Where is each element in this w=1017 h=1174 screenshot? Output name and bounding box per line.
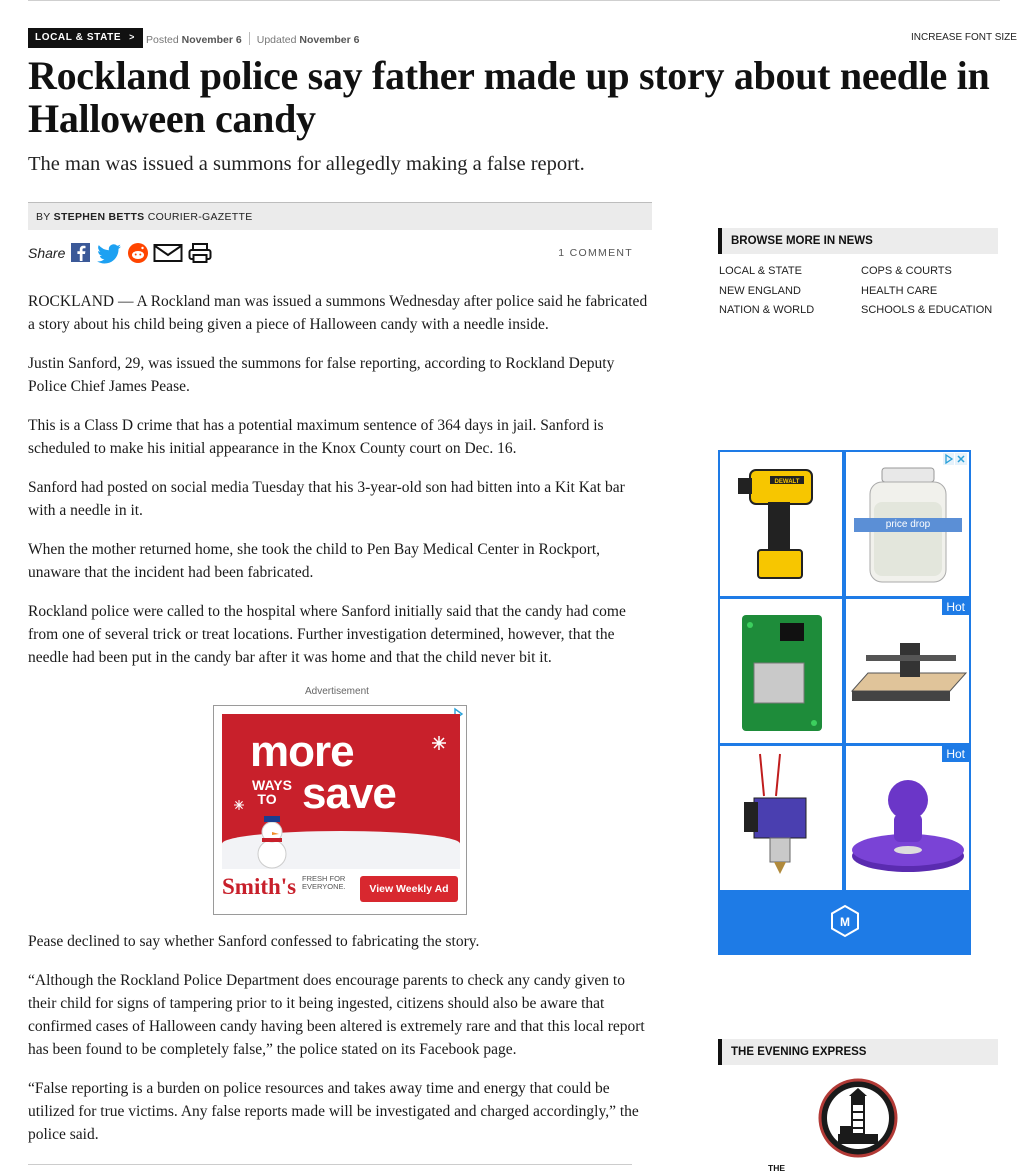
article-paragraph: ROCKLAND — A Rockland man was issued a summons Wednesday after police said he fabricated a story about his child being given a piece of Halloween candy with a needle inside. — [28, 293, 648, 333]
byline-outlet: COURIER-GAZETTE — [147, 211, 253, 223]
snowflake-icon — [234, 800, 244, 810]
comments-link[interactable]: 1 COMMENT — [558, 247, 633, 259]
share-label: Share — [28, 245, 66, 261]
cnc-machine-image — [846, 599, 969, 743]
article-paragraph: Justin Sanford, 29, was issued the summons for false reporting, according to Rockland Deputy Police Chief James Pease. — [28, 355, 615, 395]
byline — [28, 202, 652, 230]
product-tile-circuit-board[interactable] — [720, 599, 842, 743]
reddit-icon[interactable] — [127, 242, 149, 264]
product-tile-powder-jar[interactable] — [846, 452, 969, 596]
ad-network-letter: M — [840, 915, 850, 929]
article-paragraph: “False reporting is a burden on police resources and takes away time and energy that could be utilized for true victims. Any false reports made will be investigated and charged accordingly,” the police said. — [28, 1080, 639, 1143]
posted-date: November 6 — [181, 34, 242, 46]
evening-express-the: THE — [768, 1163, 785, 1173]
section-label[interactable]: LOCAL & STATE — [35, 32, 122, 43]
snowman-icon — [252, 810, 292, 870]
ad-headline-top: more — [250, 727, 354, 776]
page-title: Rockland police say father made up story about needle in Halloween candy — [28, 53, 990, 141]
ad-network-logo-icon[interactable] — [828, 904, 862, 938]
inline-advertisement[interactable] — [213, 705, 467, 915]
email-icon[interactable] — [153, 242, 183, 264]
news-link-nation-world[interactable]: NATION & WORLD — [719, 304, 815, 316]
ad-headline-bottom: save — [302, 769, 396, 818]
article-subhead: The man was issued a summons for allegedly making a false report. — [28, 153, 585, 175]
news-link-new-england[interactable]: NEW ENGLAND — [719, 285, 801, 297]
top-rule — [28, 0, 1000, 3]
evening-express-header: THE EVENING EXPRESS — [718, 1039, 998, 1065]
article-paragraph: When the mother returned home, she took the child to Pen Bay Medical Center in Rockport, unaware that the incident had been fabricated. — [28, 541, 601, 581]
product-tile-filament[interactable] — [846, 746, 969, 890]
print-icon[interactable] — [188, 242, 212, 264]
ad-ways-to — [252, 777, 292, 807]
ad-tagline: FRESH FOR EVERYONE. — [302, 874, 346, 891]
price-drop-badge: price drop — [854, 518, 962, 532]
ad-banner — [222, 714, 460, 869]
article-meta — [28, 28, 1017, 48]
increase-font-size-button[interactable]: INCREASE FONT SIZE — [911, 32, 1017, 43]
advertisement-label: Advertisement — [305, 686, 369, 697]
adchoices-icon[interactable] — [943, 453, 967, 465]
drill-brand: DEWALT — [774, 479, 800, 485]
section-tag[interactable] — [28, 28, 143, 48]
evening-express-logo[interactable] — [818, 1078, 898, 1158]
hot-badge: Hot — [942, 746, 969, 762]
date-divider — [249, 32, 250, 45]
news-link-cops-courts[interactable]: COPS & COURTS — [861, 265, 952, 277]
drill-image — [720, 452, 842, 596]
news-link-health-care[interactable]: HEALTH CARE — [861, 285, 938, 297]
share-bar — [28, 240, 638, 268]
chevron-right-icon: > — [129, 32, 135, 42]
article-paragraph: This is a Class D crime that has a potential maximum sentence of 364 days in jail. Sanford is scheduled to make his initial appearance in the Knox County court on Dec. 16. — [28, 417, 604, 457]
news-link-local-state[interactable]: LOCAL & STATE — [719, 265, 802, 277]
filament-spool-image — [846, 746, 969, 890]
article-paragraph: Sanford had posted on social media Tuesday that his 3-year-old son had bitten into a Kit Kat bar with a needle in it. — [28, 479, 625, 519]
sidebar-advertisement[interactable] — [718, 450, 971, 955]
ad-brand-logo: Smith's — [222, 874, 297, 899]
posted-prefix: Posted — [146, 34, 179, 46]
author-link[interactable]: STEPHEN BETTS — [53, 211, 145, 223]
product-tile-hotend[interactable] — [720, 746, 842, 890]
article-end-rule — [28, 1164, 632, 1165]
article-paragraph: Pease declined to say whether Sanford confessed to fabricating the story. — [28, 933, 480, 950]
news-link-schools-education[interactable]: SCHOOLS & EDUCATION — [861, 304, 993, 316]
twitter-icon[interactable] — [97, 242, 123, 264]
byline-prefix: BY — [36, 211, 51, 223]
circuit-board-image — [720, 599, 842, 743]
updated-date: November 6 — [299, 34, 360, 46]
ad-ways: WAYS — [252, 777, 292, 793]
article-paragraph: Rockland police were called to the hospital where Sanford initially said that the candy had come from one of several trick or treat locations. Further investigation determined, however, that the needle had been put in the candy bar after it was home and that the child never bit it. — [28, 603, 626, 666]
ad-to: TO — [257, 791, 277, 807]
hotend-image — [720, 746, 842, 890]
facebook-icon[interactable] — [70, 242, 92, 264]
browse-news-header: BROWSE MORE IN NEWS — [718, 228, 998, 254]
hot-badge: Hot — [942, 599, 969, 615]
publish-dates — [146, 32, 359, 46]
view-weekly-ad-button[interactable]: View Weekly Ad — [360, 876, 458, 902]
snowflake-icon — [432, 736, 446, 750]
product-tile-drill[interactable] — [720, 452, 842, 596]
updated-prefix: Updated — [256, 34, 297, 46]
product-tile-cnc-machine[interactable] — [846, 599, 969, 743]
article-paragraph: “Although the Rockland Police Department does encourage parents to check any candy given to their child for signs of tampering prior to it being ingested, citizens should also be aware that confirmed cases of Halloween candy having been altered is extremely rare and that this local report has been found to be completely false,” the police stated on its Facebook page. — [28, 972, 645, 1058]
